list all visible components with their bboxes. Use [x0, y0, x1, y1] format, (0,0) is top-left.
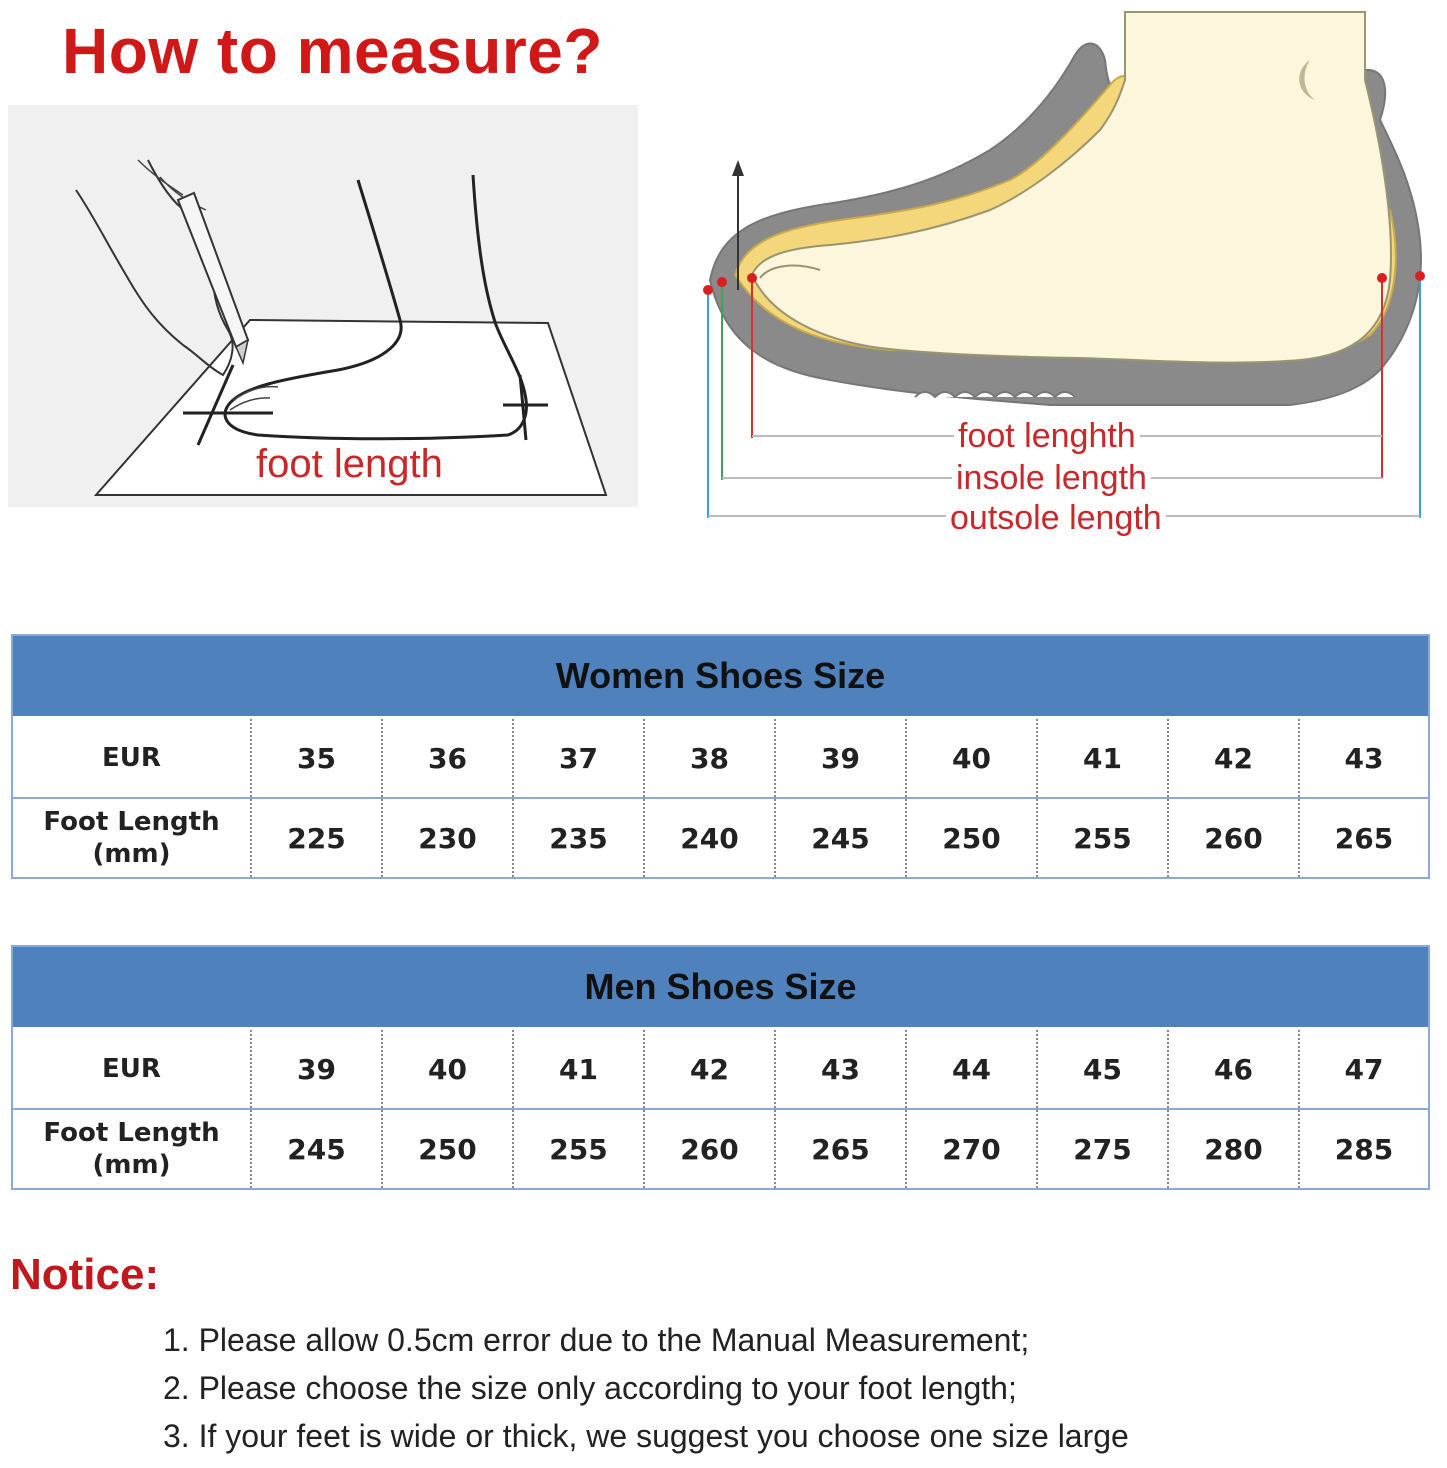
eur-cell: 39 [250, 1030, 381, 1108]
women-eur-row [13, 719, 1428, 797]
eur-cell: 42 [1167, 719, 1298, 797]
notice-item: 2. Please choose the size only according to your foot length; [163, 1370, 1017, 1406]
eur-cell: 44 [905, 1030, 1036, 1108]
foot-length-label: Foot Length (mm) [43, 807, 220, 869]
length-cell: 260 [643, 1110, 774, 1188]
women-table-title: Women Shoes Size [13, 636, 1428, 719]
men-size-table [11, 945, 1430, 1190]
eur-cell: 41 [512, 1030, 643, 1108]
length-cell: 285 [1298, 1110, 1428, 1188]
length-cell: 265 [1298, 799, 1428, 877]
men-eur-row [13, 1030, 1428, 1108]
page-title: How to measure? [62, 15, 603, 87]
length-cell: 280 [1167, 1110, 1298, 1188]
outsole-length-label: outsole length [946, 499, 1166, 537]
foot-tracing-illustration [8, 105, 638, 507]
eur-cell: 46 [1167, 1030, 1298, 1108]
women-length-row [13, 797, 1428, 877]
men-length-row [13, 1108, 1428, 1188]
length-cell: 255 [512, 1110, 643, 1188]
length-cell: 240 [643, 799, 774, 877]
length-cell: 250 [381, 1110, 512, 1188]
foot-length-label: Foot Length (mm) [43, 1118, 220, 1180]
notice-list [163, 1318, 1129, 1462]
shoe-cross-section-illustration [690, 0, 1447, 560]
length-cell: 235 [512, 799, 643, 877]
eur-cell: 47 [1298, 1030, 1428, 1108]
eur-cell: 36 [381, 719, 512, 797]
notice-item: 3. If your feet is wide or thick, we suggest you choose one size large [163, 1418, 1129, 1454]
length-cell: 265 [774, 1110, 905, 1188]
notice-title: Notice: [10, 1250, 160, 1299]
eur-cell: 39 [774, 719, 905, 797]
length-cell: 250 [905, 799, 1036, 877]
length-cell: 230 [381, 799, 512, 877]
length-cell: 270 [905, 1110, 1036, 1188]
women-size-table [11, 634, 1430, 879]
foot-lenghth-label: foot lenghth [954, 417, 1140, 455]
eur-cell: 42 [643, 1030, 774, 1108]
foot-length-label: foot length [256, 442, 443, 486]
eur-cell: 43 [1298, 719, 1428, 797]
eur-cell: 37 [512, 719, 643, 797]
men-table-title: Men Shoes Size [13, 947, 1428, 1030]
eur-label: EUR [102, 743, 161, 773]
length-cell: 275 [1036, 1110, 1167, 1188]
length-cell: 245 [774, 799, 905, 877]
eur-cell: 40 [905, 719, 1036, 797]
length-cell: 255 [1036, 799, 1167, 877]
eur-label: EUR [102, 1054, 161, 1084]
length-cell: 225 [250, 799, 381, 877]
notice-item: 1. Please allow 0.5cm error due to the Manual Measurement; [163, 1322, 1030, 1358]
length-cell: 245 [250, 1110, 381, 1188]
length-cell: 260 [1167, 799, 1298, 877]
eur-cell: 35 [250, 719, 381, 797]
eur-cell: 41 [1036, 719, 1167, 797]
eur-cell: 38 [643, 719, 774, 797]
eur-cell: 40 [381, 1030, 512, 1108]
eur-cell: 43 [774, 1030, 905, 1108]
eur-cell: 45 [1036, 1030, 1167, 1108]
insole-length-label: insole length [952, 459, 1151, 497]
